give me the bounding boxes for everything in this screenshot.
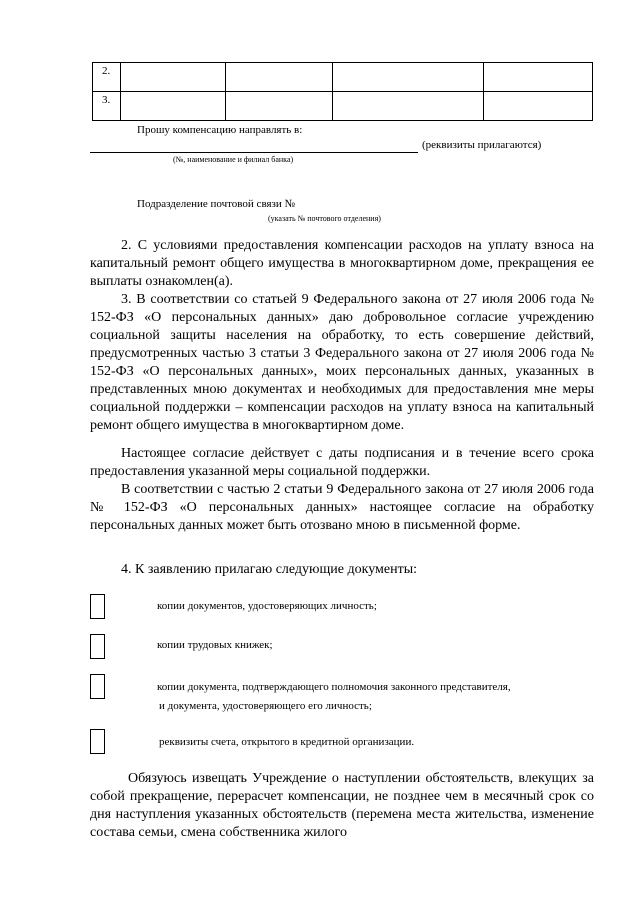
table-cell bbox=[484, 63, 593, 92]
table-cell-num: 3. bbox=[93, 92, 121, 121]
table-cell bbox=[226, 63, 333, 92]
attachment-label-continued: и документа, удостоверяющего его личность; bbox=[159, 700, 372, 712]
paragraph-3-revocation: В соответствии с частью 2 статьи 9 Федерального закона от 27 июля 2006 года № 152-ФЗ «О персональных данных» настоящее согласие на обработку персональных данных может быть отозвано мною в письменной форме. bbox=[90, 482, 594, 533]
paragraph-5: Обязуюсь извещать Учреждение о наступлении обстоятельств, влекущих за собой прекращение, перерасчет компенсации, не позднее чем в месячный срок со дня наступления указанных обстоятельств (перемена места жительства, изменение состава семьи, смена собственника жилого bbox=[90, 771, 594, 840]
paragraph-4-heading: 4. К заявлению прилагаю следующие документы: bbox=[121, 562, 418, 577]
attachment-label: копии трудовых книжек; bbox=[157, 639, 273, 651]
post-office-label: Подразделение почтовой связи № bbox=[137, 198, 296, 210]
table-cell-num: 2. bbox=[93, 63, 121, 92]
attachment-checkbox[interactable] bbox=[90, 634, 105, 659]
table-cell bbox=[484, 92, 593, 121]
attachment-label: реквизиты счета, открытого в кредитной организации. bbox=[159, 736, 415, 748]
bank-field-line[interactable] bbox=[90, 152, 418, 153]
attachment-checkbox[interactable] bbox=[90, 594, 105, 619]
attachment-checkbox[interactable] bbox=[90, 729, 105, 754]
attachment-checkbox[interactable] bbox=[90, 674, 105, 699]
attachment-label: копии документа, подтверждающего полномочия законного представителя, bbox=[157, 681, 511, 693]
table-row bbox=[93, 63, 593, 92]
documents-table bbox=[92, 62, 593, 121]
bank-field-caption: (№, наименование и филиал банка) bbox=[173, 155, 294, 164]
post-office-caption: (указать № почтового отделения) bbox=[268, 214, 381, 223]
table-cell bbox=[333, 92, 484, 121]
bank-details-note: (реквизиты прилагаются) bbox=[422, 139, 542, 151]
bank-request-label: Прошу компенсацию направлять в: bbox=[137, 124, 303, 136]
paragraph-3: 3. В соответствии со статьей 9 Федерального закона от 27 июля 2006 года № 152-ФЗ «О персональных данных» даю добровольное согласие учреждению социальной защиты населения на обработку, то есть совершение действий, предусмотренных частью 3 статьи 3 Федерального закона от 27 июля 2006 года № 152-ФЗ «О персональных данных», моих персональных данных, указанных в представленных мною документах и необходимых для предоставления мне меры социальной поддержки – компенсации расходов на уплату взноса на капитальный ремонт общего имущества в многоквартирном доме. bbox=[90, 292, 594, 433]
table-cell bbox=[226, 92, 333, 121]
table-cell bbox=[121, 63, 226, 92]
table-row bbox=[93, 92, 593, 121]
table-cell bbox=[333, 63, 484, 92]
table-cell bbox=[121, 92, 226, 121]
attachment-label: копии документов, удостоверяющих личность; bbox=[157, 600, 377, 612]
paragraph-2: 2. С условиями предоставления компенсации расходов на уплату взноса на капитальный ремонт общего имущества в многоквартирном доме, прекращения ее выплаты ознакомлен(а). bbox=[90, 238, 594, 289]
paragraph-3-validity: Настоящее согласие действует с даты подписания и в течение всего срока предоставления указанной меры социальной поддержки. bbox=[90, 446, 594, 479]
